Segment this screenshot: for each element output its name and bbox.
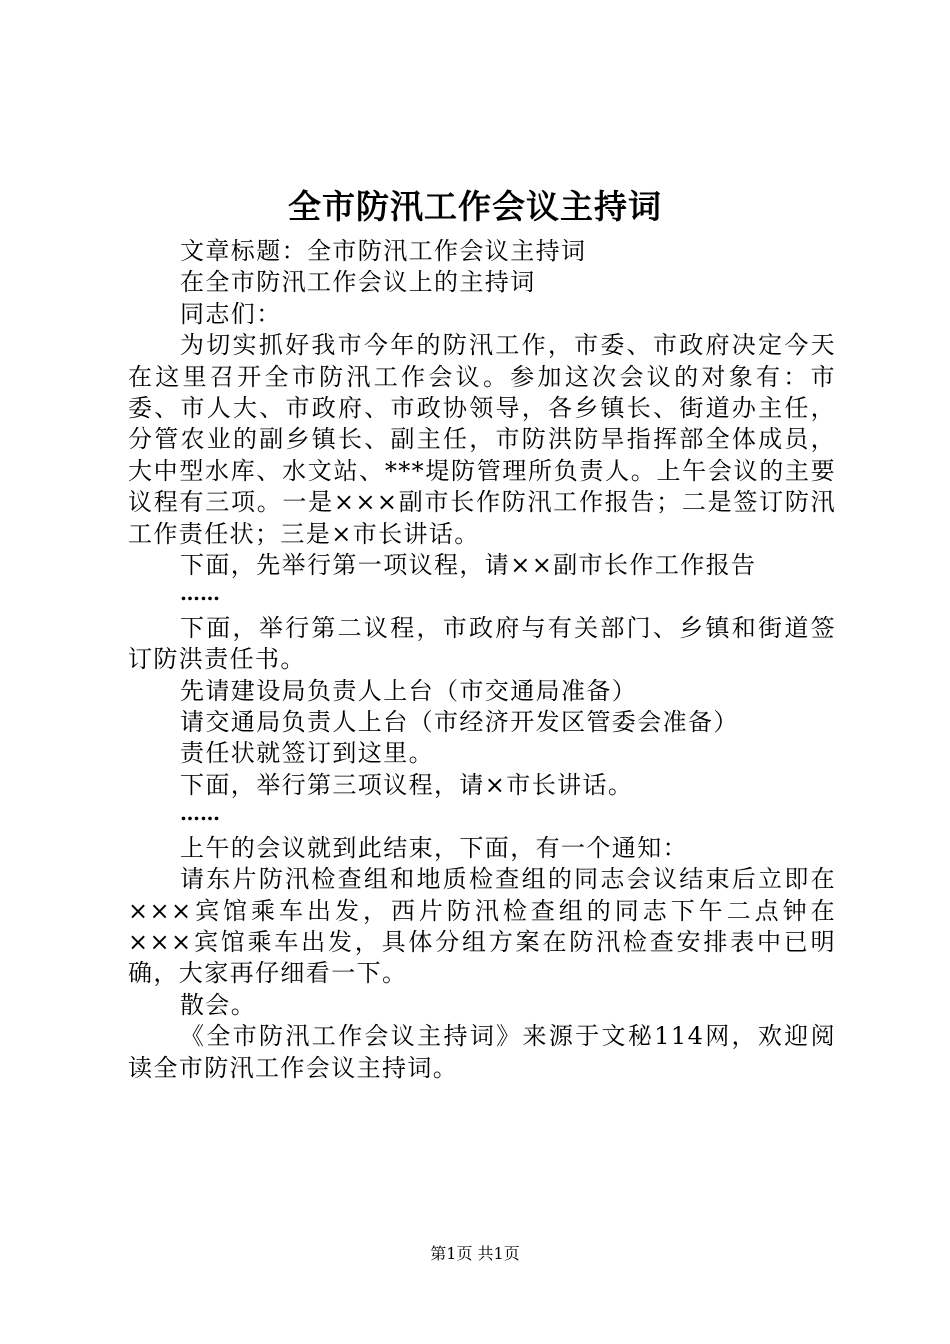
- document-body: [128, 236, 836, 1084]
- signing-line-2: 请交通局负责人上台（市经济开发区管委会准备）: [180, 708, 739, 737]
- ellipsis-2: ……: [180, 801, 220, 826]
- signing-line-1: 先请建设局负责人上台（市交通局准备）: [180, 676, 638, 705]
- adjourn-line: 散会。: [180, 990, 257, 1019]
- closing-notice-intro: 上午的会议就到此结束，下面，有一个通知：: [180, 833, 688, 862]
- agenda-item-one: 下面，先举行第一项议程，请××副市长作工作报告: [180, 551, 757, 580]
- salutation: 同志们：: [180, 299, 282, 328]
- intro-paragraph: 为切实抓好我市今年的防汛工作，市委、市政府决定今天在这里召开全市防汛工作会议。参加这次会议的对象有：市委、市人大、市政府、市政协领导，各乡镇长、街道办主任，分管农业的副乡镇长、副主任，市防洪防旱指挥部全体成员，大中型水库、水文站、***堤防管理所负责人。上午会议的主要议程有三项。一是×××副市长作防汛工作报告；二是签订防汛工作责任状；三是×市长讲话。: [128, 331, 836, 548]
- agenda-item-two: 下面，举行第二议程，市政府与有关部门、乡镇和街道签订防洪责任书。: [128, 613, 836, 674]
- document-title: 全市防汛工作会议主持词: [288, 187, 662, 226]
- page-number-footer: 第1页 共1页: [430, 1244, 520, 1263]
- signing-end: 责任状就签订到这里。: [180, 739, 434, 768]
- notice-paragraph: 请东片防汛检查组和地质检查组的同志会议结束后立即在×××宾馆乘车出发，西片防汛检查组的同志下午二点钟在×××宾馆乘车出发，具体分组方案在防汛检查安排表中已明确，大家再仔细看一下。: [128, 865, 836, 988]
- ellipsis-1: ……: [180, 581, 220, 606]
- subtitle-line: 在全市防汛工作会议上的主持词: [180, 268, 536, 297]
- article-title-line: 文章标题：全市防汛工作会议主持词: [180, 237, 587, 265]
- source-paragraph: 《全市防汛工作会议主持词》来源于文秘114网，欢迎阅读全市防汛工作会议主持词。: [128, 1022, 836, 1082]
- agenda-item-three: 下面，举行第三项议程，请×市长讲话。: [180, 770, 634, 799]
